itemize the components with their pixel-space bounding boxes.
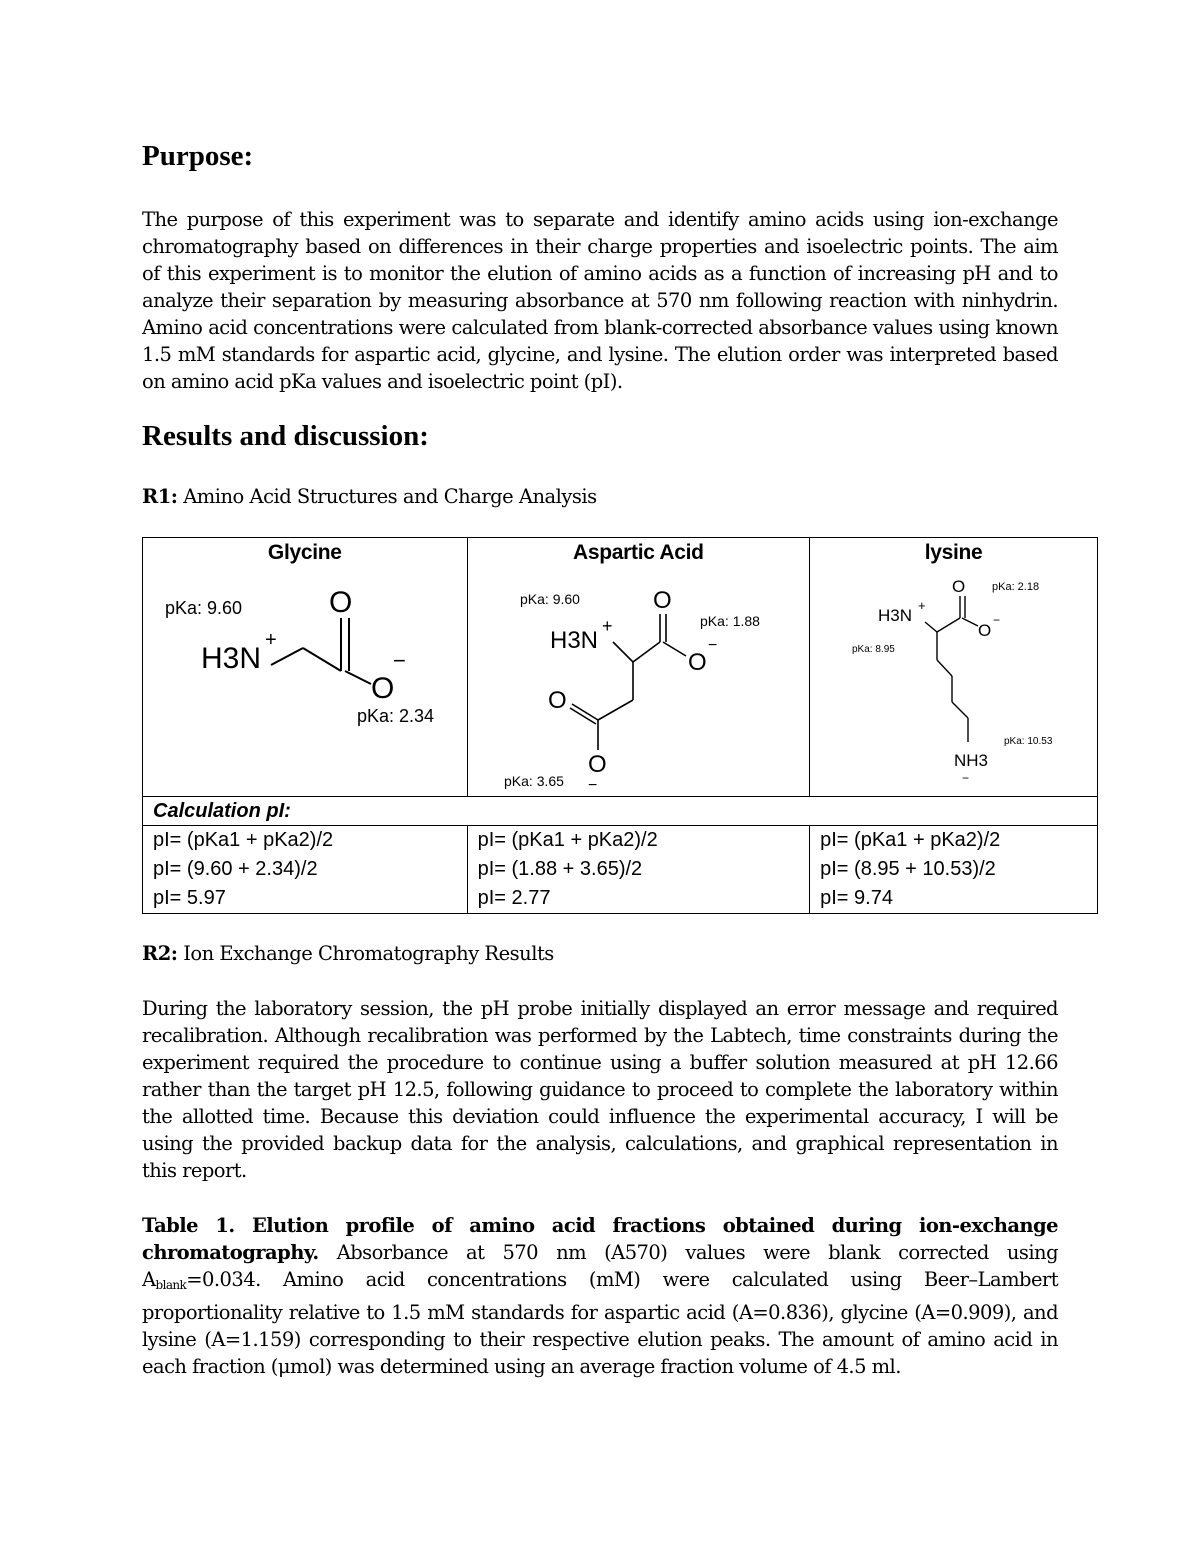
table1-caption-text-b: =0.034. Amino acid concentrations (mM) were calculated using Beer–Lambert proportionality relative to 1.5 mM standards for aspartic acid (A=0.836), glycine (A=0.909), and lysine (A=1.159) corresponding to their respective elution peaks. The amount of amino acid in each fraction (μmol) was determined using an average fraction volume of 4.5 ml. [142,1268,1058,1378]
aspartic-pka-alpha-carboxyl: pKa: 1.88 [699,613,760,629]
aspartic-acid-structure [468,538,811,796]
aspartic-alpha-carboxylate-o: O [687,649,707,676]
lysine-carbonyl-o: O [952,577,966,596]
lysine-h3n: H3N [878,606,913,625]
lysine-minus: − [993,613,1001,627]
aspartic-plus: + [601,616,613,636]
aspartic-formula-cell [467,826,810,914]
lysine-header: lysine [924,541,983,564]
glycine-cell [143,538,468,797]
r2-label [142,942,554,965]
table1-caption-subscript: blank [155,1278,187,1292]
table1-caption [142,1212,1058,1380]
r2-title: Ion Exchange Chromatography Results [183,942,554,965]
r1-label [142,485,597,508]
lysine-nh3: NH3 [954,751,989,770]
glycine-plus: + [265,629,277,651]
purpose-paragraph: The purpose of this experiment was to separate and identify amino acids using ion-exchange chromatography based on differences in their charge properties and isoelectric points. The aim of this experiment is to monitor the elution of amino acids as a function of increasing pH and to analyze their separation by measuring absorbance at 570 nm following reaction with ninhydrin. Amino acid concentrations were calculated from blank-corrected absorbance values using known 1.5 mM standards for aspartic acid, glycine, and lysine. The elution order was interpreted based on amino acid pKa values and isoelectric point (pI). [142,208,1058,393]
aspartic-acid-header: Aspartic Acid [573,541,704,564]
lysine-pi-result: pI= 9.74 [820,887,893,909]
glycine-carbonyl-o: O [329,586,353,619]
glycine-formula-line: pI= (pKa1 + pKa2)/2 [153,829,334,851]
results-heading: Results and discussion: [142,420,429,452]
lysine-pka-side-amine: pKa: 10.53 [1004,736,1053,747]
r1-title: Amino Acid Structures and Charge Analysis [183,485,597,508]
table1-caption-text-a: Absorbance at 570 nm (A570) values were blank corrected using A [142,1241,1058,1291]
aspartic-side-minus: − [587,777,597,794]
glycine-pi-result: pI= 5.97 [153,887,226,909]
r2-tag: R2: [142,942,178,965]
glycine-header: Glycine [267,541,342,564]
aspartic-alpha-minus: − [707,637,717,654]
aspartic-formula-line: pI= (pKa1 + pKa2)/2 [477,829,658,851]
lysine-plus: + [918,598,926,613]
table1-caption-title: Table 1. Elution profile of amino acid fractions obtained during ion-exchange chromatography. [142,1214,1058,1264]
glycine-h3n: H3N [201,642,262,675]
aspartic-side-carbonyl-o: O [547,687,567,714]
lysine-pka-carboxyl: pKa: 2.18 [992,581,1040,593]
aspartic-alpha-carbonyl-o: O [652,587,672,614]
glycine-formula-cell [143,826,468,914]
aspartic-pka-amine: pKa: 9.60 [519,591,580,607]
lysine-formula-line: pI= (pKa1 + pKa2)/2 [820,829,1001,851]
purpose-heading: Purpose: [142,140,254,172]
aspartic-formula-line: pI= (1.88 + 3.65)/2 [477,858,643,880]
lysine-structure [810,538,1098,796]
lysine-cell [810,538,1098,797]
aspartic-acid-cell [467,538,810,797]
glycine-structure [143,538,468,796]
glycine-minus: − [393,648,406,673]
calculation-label-cell [143,797,1098,826]
lysine-formula-cell [810,826,1098,914]
lysine-carboxylate-o: O [978,621,992,640]
r1-tag: R1: [142,485,178,508]
glycine-pka-carboxyl: pKa: 2.34 [357,706,435,726]
glycine-carboxylate-o: O [371,672,395,705]
aspartic-h3n: H3N [549,627,598,654]
aspartic-pi-result: pI= 2.77 [477,887,551,909]
glycine-formula-line: pI= (9.60 + 2.34)/2 [153,858,318,880]
lysine-side-minus: − [962,771,970,785]
aspartic-side-carboxylate-o: O [587,751,607,778]
amino-acid-table [142,537,1098,914]
lysine-formula-line: pI= (8.95 + 10.53)/2 [820,858,996,880]
glycine-pka-amine: pKa: 9.60 [165,598,243,618]
r2-paragraph: During the laboratory session, the pH probe initially displayed an error message and required recalibration. Although recalibration was performed by the Labtech, time constraints during the experiment required the procedure to continue using a buffer solution measured at pH 12.66 rather than the target pH 12.5, following guidance to proceed to complete the laboratory within the allotted time. Because this deviation could influence the experimental accuracy, I will be using the provided backup data for the analysis, calculations, and graphical representation in this report. [142,997,1058,1182]
aspartic-pka-side-carboxyl: pKa: 3.65 [503,773,564,789]
calculation-label: Calculation pI: [153,800,291,822]
lysine-pka-amine: pKa: 8.95 [852,644,895,655]
